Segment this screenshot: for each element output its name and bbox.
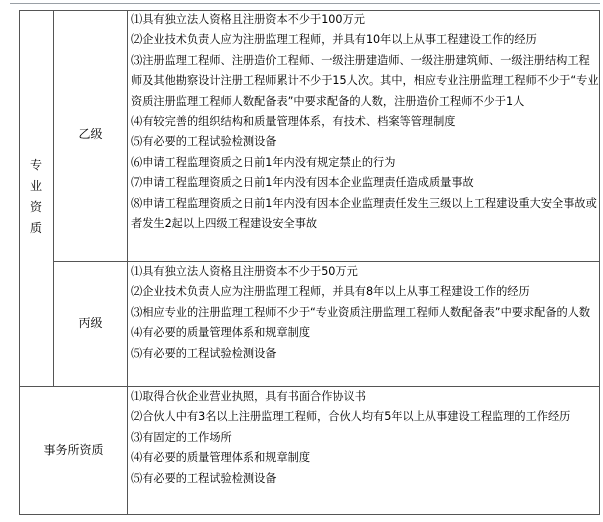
list-item: ⑸有必要的工程试验检测设备 xyxy=(131,135,277,149)
list-item: ⑺申请工程监理资质之日前1年内没有因本企业监理责任造成质量事故 xyxy=(131,176,474,190)
table-right-border xyxy=(599,10,600,515)
grade-label-c: 丙级 xyxy=(78,316,103,330)
list-item: ⑶有固定的工作场所 xyxy=(131,430,232,444)
list-item: ⑶注册监理工程师、注册造价工程师、一级注册建造师、一级注册建筑师、一级注册结构工程师及其他勘察设计注册工程师累计不少于15人次。其中，相应专业注册监理工程师不少于“专业资质注册监理工程师人数配备表”中要求配备的人数，注册造价工程师不少于1人 xyxy=(131,53,599,108)
list-item: ⑷有较完善的组织结构和质量管理体系，有技术、档案等管理制度 xyxy=(131,115,456,129)
list-item: ⑷有必要的质量管理体系和规章制度 xyxy=(131,326,311,340)
list-item: ⑵企业技术负责人应为注册监理工程师，并具有10年以上从事工程建设工作的经历 xyxy=(131,33,537,47)
previous-row-border xyxy=(10,3,600,4)
grade-column-divider xyxy=(127,10,128,515)
list-item: ⑷有必要的质量管理体系和规章制度 xyxy=(131,451,311,465)
list-item: ⑴具有独立法人资格且注册资本不少于50万元 xyxy=(131,265,358,278)
list-item: ⑶相应专业的注册监理工程师不少于“专业资质注册监理工程师人数配备表”中要求配备的人数 xyxy=(131,305,591,319)
category-label-professional: 专业资质 xyxy=(29,158,42,235)
requirements-list-grade-b xyxy=(131,10,599,234)
list-item: ⑸有必要的工程试验检测设备 xyxy=(131,471,277,485)
list-item: ⑻申请工程监理资质之日前1年内没有因本企业监理责任发生三级以上工程建设重大安全事故或者发生2起以上四级工程建设安全事故 xyxy=(131,196,597,231)
list-item: ⑵合伙人中有3名以上注册监理工程师，合伙人均有5年以上从事建设工程监理的工作经历 xyxy=(131,410,571,424)
table-bottom-border xyxy=(19,514,600,515)
category-label-firm: 事务所资质 xyxy=(43,443,104,457)
list-item: ⑴取得合伙企业营业执照，具有书面合作协议书 xyxy=(131,390,366,403)
list-item: ⑴具有独立法人资格且注册资本不少于100万元 xyxy=(131,13,365,26)
list-item: ⑹申请工程监理资质之日前1年内没有规定禁止的行为 xyxy=(131,155,396,169)
grade-label-b: 乙级 xyxy=(78,127,103,141)
requirements-list-firm xyxy=(131,387,599,489)
list-item: ⑵企业技术负责人应为注册监理工程师，并具有8年以上从事工程建设工作的经历 xyxy=(131,285,530,299)
requirements-list-grade-c xyxy=(131,262,599,364)
list-item: ⑸有必要的工程试验检测设备 xyxy=(131,346,277,360)
